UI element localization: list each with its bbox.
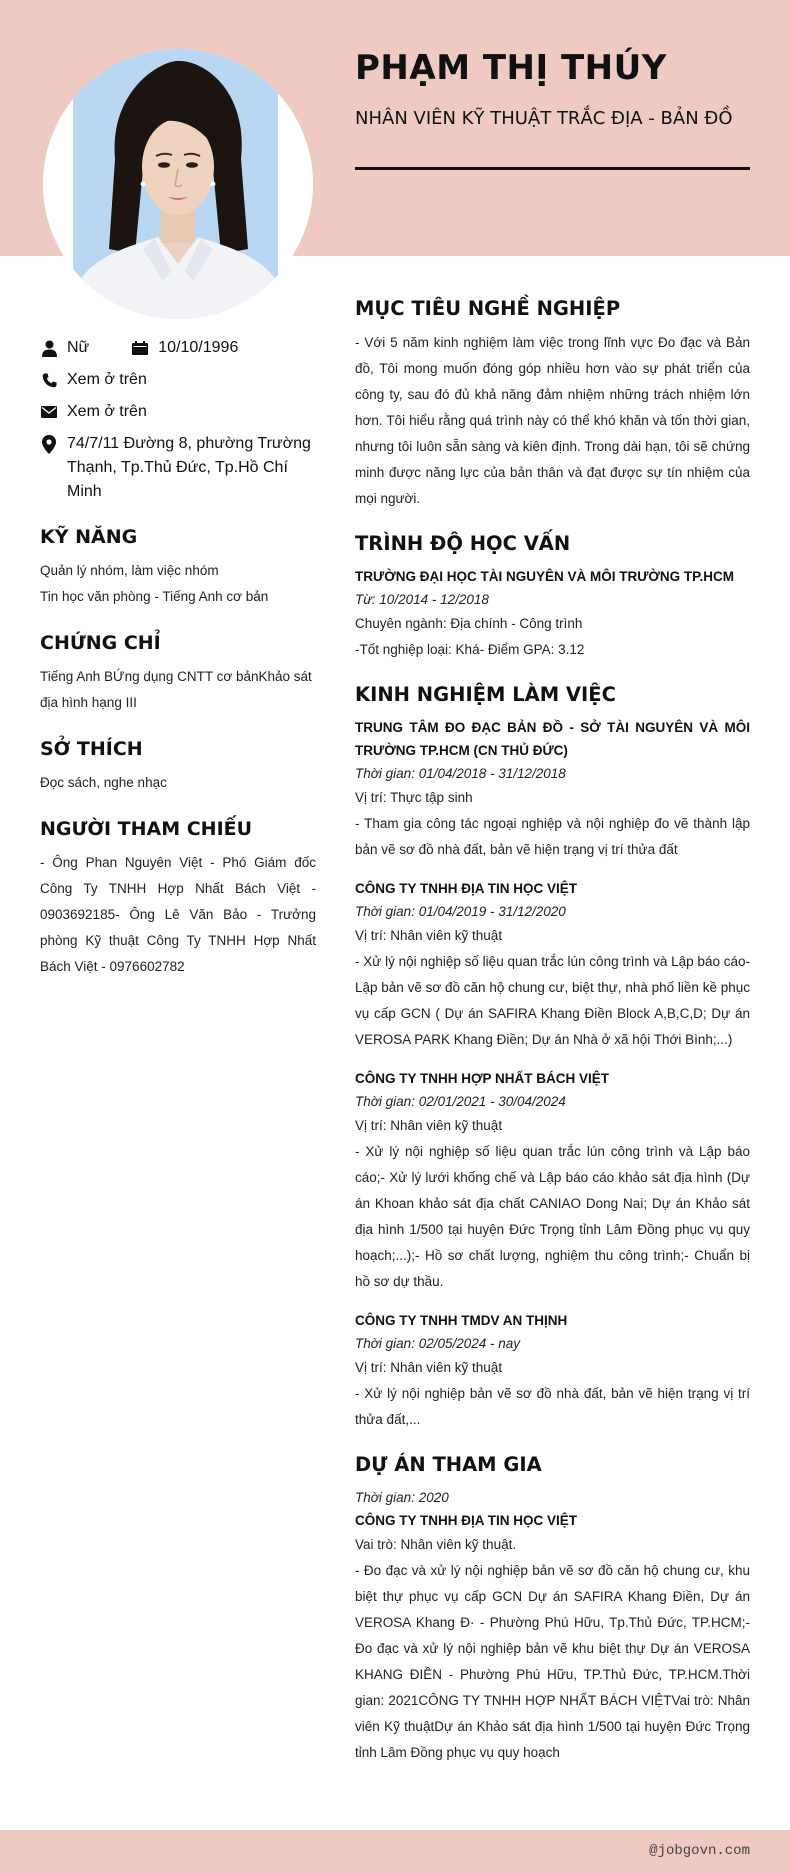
phone-value: Xem ở trên <box>67 371 147 388</box>
hobbies-heading: SỞ THÍCH <box>40 738 143 760</box>
education-heading: TRÌNH ĐỘ HỌC VẤN <box>355 532 571 555</box>
email-item <box>40 400 316 424</box>
email-value: Xem ở trên <box>67 403 147 420</box>
references-heading: NGƯỜI THAM CHIẾU <box>40 818 253 840</box>
footer-watermark: @jobgovn.com <box>649 1843 750 1859</box>
job-description: - Xử lý nội nghiệp bản vẽ sơ đồ nhà đất, bản vẽ hiện trạng vị trí thửa đất,... <box>355 1386 750 1427</box>
left-column <box>40 336 316 980</box>
company-name: CÔNG TY TNHH HỢP NHẤT BÁCH VIỆT <box>355 1071 610 1086</box>
gender-value: Nữ <box>67 339 90 356</box>
company-name: TRUNG TÂM ĐO ĐẠC BẢN ĐỒ - SỞ TÀI NGUYÊN VÀ MÔI TRƯỜNG TP.HCM (CN THỦ ĐỨC) <box>355 720 750 758</box>
experience-heading: KINH NGHIỆM LÀM VIỆC <box>355 683 616 706</box>
education-period: Từ: 10/2014 - 12/2018 <box>355 592 489 607</box>
job-description: - Xử lý nội nghiệp số liệu quan trắc lún công trình và Lập báo cáo;- Xử lý lưới khống chế và Lập báo cáo khảo sát địa hình (Dự án Khoan khảo sát địa chất CANIAO Dong Nai; Dự án Khảo sát địa hình 1/500 tại huyện Đức Trọng tỉnh Lâm Đồng phục vụ quy hoạch;...);- Hồ sơ chất lượng, nghiệm thu công trình;- Chuẩn bị hồ sơ dự thầu. <box>355 1144 750 1289</box>
title-divider <box>355 167 750 170</box>
avatar <box>43 49 313 319</box>
hobbies-text: Đọc sách, nghe nhạc <box>40 775 167 790</box>
address-item <box>40 432 316 504</box>
job-period: Thời gian: 02/01/2021 - 30/04/2024 <box>355 1094 566 1109</box>
skill-item: Tin học văn phòng - Tiếng Anh cơ bản <box>40 589 269 604</box>
education-major: Chuyên ngành: Địa chính - Công trình <box>355 616 583 631</box>
gender-item <box>40 336 89 360</box>
birthday-item <box>131 336 238 360</box>
projects-heading: DỰ ÁN THAM GIA <box>355 1453 542 1476</box>
skills-heading: KỸ NĂNG <box>40 526 138 548</box>
location-pin-icon <box>40 434 58 454</box>
job-period: Thời gian: 01/04/2018 - 31/12/2018 <box>355 766 566 781</box>
personal-info-row <box>40 336 316 360</box>
job-position: Vị trí: Thực tập sinh <box>355 790 473 805</box>
objective-heading: MỤC TIÊU NGHỀ NGHIỆP <box>355 297 621 320</box>
job-description: - Xử lý nội nghiệp số liệu quan trắc lún công trình và Lập báo cáo- Lập bản vẽ sơ đồ căn hộ chung cư, biệt thự, nhà phố liền kề phục vụ cấp GCN ( Dự án SAFIRA Khang Điền Block A,B,C,D; Dự án VEROSA PARK Khang Điền; Dự án Nhà ở xã hội Thới Bình;...) <box>355 954 750 1047</box>
birthday-value: 10/10/1996 <box>158 339 239 356</box>
address-value: 74/7/11 Đường 8, phường Trường Thạnh, Tp.Thủ Đức, Tp.Hồ Chí Minh <box>67 435 311 500</box>
certificates-text: Tiếng Anh BỨng dụng CNTT cơ bảnKhảo sát địa hình hạng III <box>40 669 312 710</box>
references-text: - Ông Phan Nguyên Việt - Phó Giám đốc Công Ty TNHH Hợp Nhất Bách Việt - 0903692185- Ông Lê Văn Bảo - Trưởng phòng Kỹ thuật Công Ty TNHH Hợp Nhất Bách Việt - 0976602782 <box>40 855 316 974</box>
right-column <box>355 297 750 1766</box>
candidate-name: PHẠM THỊ THÚY <box>355 48 667 88</box>
job-title: NHÂN VIÊN KỸ THUẬT TRẮC ĐỊA - BẢN ĐỒ <box>355 108 733 129</box>
project-role: Vai trò: Nhân viên kỹ thuật. <box>355 1537 517 1552</box>
certificates-heading: CHỨNG CHỈ <box>40 632 161 654</box>
company-name: CÔNG TY TNHH ĐỊA TIN HỌC VIỆT <box>355 881 578 896</box>
project-period: Thời gian: 2020 <box>355 1490 449 1505</box>
skill-item: Quản lý nhóm, làm việc nhóm <box>40 563 219 578</box>
phone-icon <box>40 370 58 390</box>
envelope-icon <box>40 402 58 422</box>
person-icon <box>40 338 58 358</box>
experience-item <box>355 716 750 863</box>
calendar-icon <box>131 338 149 358</box>
experience-item <box>355 877 750 1053</box>
job-position: Vị trí: Nhân viên kỹ thuật <box>355 1118 503 1133</box>
job-period: Thời gian: 02/05/2024 - nay <box>355 1336 521 1351</box>
education-grade: -Tốt nghiệp loại: Khá- Điểm GPA: 3.12 <box>355 642 585 657</box>
job-position: Vị trí: Nhân viên kỹ thuật <box>355 1360 503 1375</box>
experience-item <box>355 1067 750 1295</box>
phone-item <box>40 368 316 392</box>
company-name: CÔNG TY TNHH TMDV AN THỊNH <box>355 1313 568 1328</box>
experience-item <box>355 1309 750 1433</box>
project-company: CÔNG TY TNHH ĐỊA TIN HỌC VIỆT <box>355 1513 578 1528</box>
job-period: Thời gian: 01/04/2019 - 31/12/2020 <box>355 904 566 919</box>
job-description: - Tham gia công tác ngoại nghiệp và nội nghiệp đo vẽ thành lập bản vẽ sơ đồ nhà đất, bản vẽ hiện trạng vị trí thửa đất <box>355 816 750 857</box>
school-name: TRƯỜNG ĐẠI HỌC TÀI NGUYÊN VÀ MÔI TRƯỜNG TP.HCM <box>355 569 734 584</box>
objective-text: - Với 5 năm kinh nghiệm làm việc trong lĩnh vực Đo đạc và Bản đồ, Tôi mong muốn đóng góp nhiều hơn vào sự phát triển của công ty, sau đó đủ khả năng đảm nhiệm những trách nhiệm lớn hơn. Tôi hiểu rằng quá trình này có thể khó khăn và tốn thời gian, nhưng tôi luôn sẵn sàng và kiên định. Trong dài hạn, tôi sẽ chứng minh được năng lực của bản thân và đạt được sự tín nhiệm của mọi người. <box>355 335 750 506</box>
project-description: - Đo đạc và xử lý nội nghiệp bản vẽ sơ đồ căn hộ chung cư, khu biệt thự phục vụ cấp GCN Dự án SAFIRA Khang Điền, Dự án VEROSA Khang Đ· - Phường Phú Hữu, Tp.Thủ Đức, TP.HCM;- Đo đạc và xử lý nội nghiệp bản vẽ khu biệt thự Dự án VEROSA KHANG ĐIỀN - Phường Phú Hữu, TP.Thủ Đức, TP.HCM.Thời gian: 2021CÔNG TY TNHH HỢP NHẤT BÁCH VIỆTVai trò: Nhân viên Kỹ thuậtDự án Khảo sát địa hình 1/500 tại huyện Đức Trọng tỉnh Lâm Đồng phục vụ quy hoạch <box>355 1563 750 1760</box>
portrait-photo <box>43 49 313 319</box>
job-position: Vị trí: Nhân viên kỹ thuật <box>355 928 503 943</box>
